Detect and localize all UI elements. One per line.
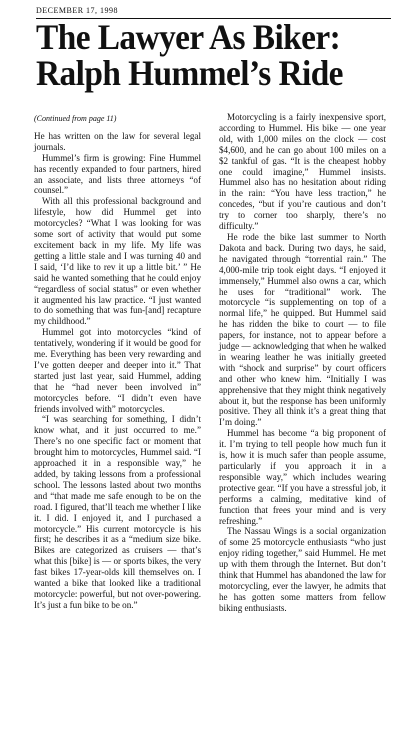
paragraph: Hummel’s firm is growing: Fine Hummel has recently expanded to four partners, hired an associate, and lists three attorneys “of counsel.” (34, 152, 201, 196)
paragraph: He rode the bike last summer to North Dakota and back. During two days, he said, he navigated through “torrential rain.” The 4,000-mile trip took eight days. “I enjoyed it immensely,” Hummel also owns a car, which he uses for “traditional” work. The motorcycle “is supplementing on top of a normal life,” he quipped. But Hummel said he has ridden the bike to court — to file papers, for instance, not to appear before a judge — acknowledging that when he walked in wearing leather he was initially greeted with “shock and surprise” by court officers and other who knew him. “Initially I was apprehensive that they might think negatively about it, but the response has been uniformly positive. They all think it’s a great thing that I’m doing.” (219, 231, 386, 428)
paragraph: Motorcycling is a fairly inexpensive sport, according to Hummel. His bike — one year old, with 1,000 miles on the clock — cost $4,600, and he can go about 100 miles on a $2 tankful of gas. “It is the cheapest hobby one could imagine,” Hummel insists. Hummel also has no hesitation about riding in the rain: “You have less traction,” he concedes, “but if you’re cautious and don’t try to corner too sharply, there’s no difficulty.” (219, 112, 386, 232)
paragraph: With all this professional background and lifestyle, how did Hummel get into motorcycles? “What I was looking for was some sort of activity that would put some excitement back in my life. My life was getting a little stale and I was turning 40 and I said, ‘I’d like to rev it up a little bit.’ ” He said he wanted something that he could enjoy “regardless of social status” or even whether it augmented his law practice. “I just wanted to do something that was fun-[and] recapture my childhood.” (34, 196, 201, 327)
paragraph: He has written on the law for several legal journals. (34, 130, 201, 152)
dateline: DECEMBER 17, 1998 (36, 6, 119, 15)
article-column-1 (34, 112, 201, 614)
paragraph: Hummel has become “a big proponent of it. I’m trying to tell people how much fun it is, how it is much safer than people assume, particularly if you approach it in a responsible way,” which includes wearing protective gear. “If you have a stressful job, it performs a calming, meditative kind of function that frees your mind and is very refreshing.” (219, 428, 386, 526)
article-column-2 (219, 112, 386, 614)
continued-note: (Continued from page 11) (34, 114, 117, 123)
paragraph: “I was searching for something, I didn’t know what, and it just occurred to me.” There’s no one specific fact or moment that brought him to motorcycles, Hummel said. “I approached it in a responsible way,” he added, by taking lessons from a professional school. The lessons lasted about two months and “that made me safe enough to be on the road. I figured, that’ll teach me whether I like it. I did. I enjoyed it, and I purchased a motorcycle.” His current motorcycle is his first; he describes it as a “medium size bike. Bikes are categorized as cruisers — that’s what this [bike] is — or sports bikes, the very fast bikes 17-year-olds kill themselves on. I wanted a bike that looked like a traditional motorcycle: powerful, but not over-powering. It’s just a fun bike to be on.” (34, 414, 201, 610)
headline-line-1: The Lawyer As Biker: (36, 17, 341, 57)
headline (36, 19, 374, 91)
paragraph: Hummel got into motorcycles “kind of tentatively, wondering if it would be good for me. Everything has been very rewarding and I’ve gotten deeper and deeper into it.” That started just last year, said Hummel, adding that he “had never been involved in” motorcycles before. “I didn’t even have friends involved with” motorcycles. (34, 327, 201, 414)
paragraph: The Nassau Wings is a social organization of some 25 motorcycle enthusiasts “who just enjoy riding together,” said Hummel. He met up with them through the Internet. But don’t think that Hummel has abandoned the law for motorcycling, ever the lawyer, he admits that he has gotten some matters from fellow biking enthusiasts. (219, 526, 386, 613)
article-body (34, 112, 386, 614)
headline-line-2: Ralph Hummel’s Ride (36, 53, 343, 93)
